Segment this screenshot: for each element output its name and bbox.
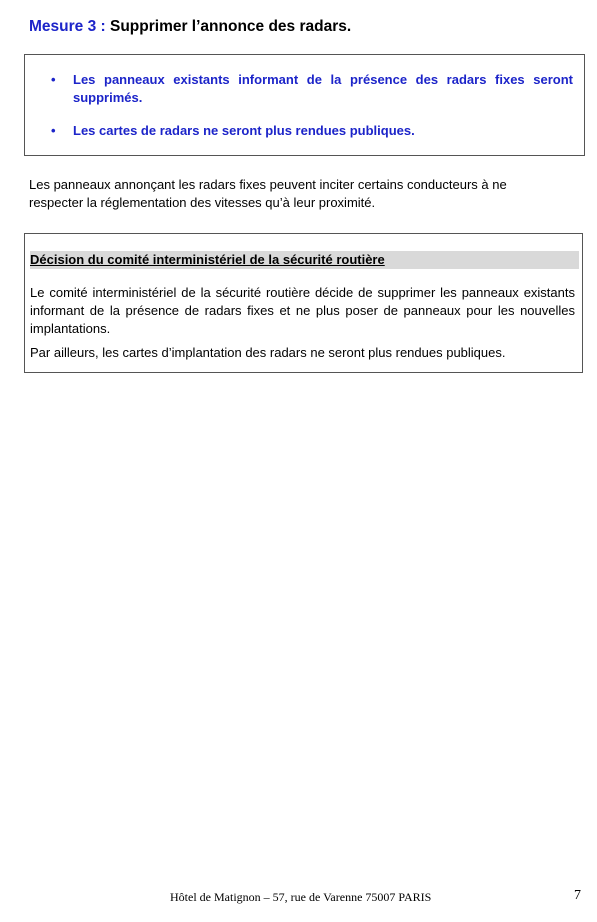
list-item [25, 122, 584, 140]
measure-title: Supprimer l’annonce des radars. [109, 18, 352, 35]
measure-heading [29, 18, 351, 36]
decision-paragraph-2: Par ailleurs, les cartes d’implantation des radars ne seront plus rendues publiques. [30, 345, 506, 360]
page-number: 7 [574, 888, 581, 903]
measure-separator: : [96, 18, 110, 35]
measures-box [24, 54, 585, 156]
decision-heading: Décision du comité interministériel de la sécurité routière [30, 251, 579, 269]
list-item [25, 71, 584, 107]
decision-box [24, 233, 583, 373]
measure-label: Mesure 3 [29, 18, 97, 35]
measure-text: Les cartes de radars ne seront plus rendues publiques. [73, 123, 415, 138]
decision-paragraph-1: Le comité interministériel de la sécurité routière décide de supprimer les panneaux existants informant de la présence de radars fixes et ne plus poser de panneaux pour les nouvelles implantations. [30, 285, 575, 336]
bullet-icon: • [51, 123, 56, 138]
footer-address: Hôtel de Matignon – 57, rue de Varenne 75007 PARIS [170, 890, 432, 904]
measure-text: Les panneaux existants informant de la présence des radars fixes seront supprimés. [73, 72, 573, 105]
explanatory-paragraph: Les panneaux annonçant les radars fixes peuvent inciter certains conducteurs à ne respecter la réglementation des vitesses qu’à leur proximité. [29, 177, 507, 210]
measures-list [25, 71, 584, 155]
bullet-icon: • [51, 72, 56, 87]
